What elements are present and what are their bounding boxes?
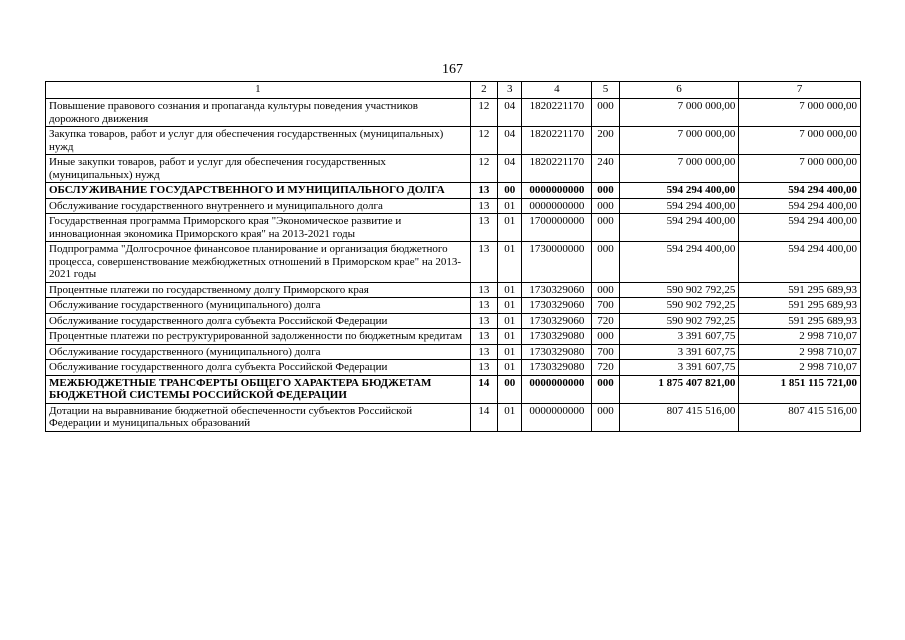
row-target-code: 0000000000 bbox=[522, 198, 592, 214]
row-name: Повышение правового сознания и пропаганда культуры поведения участников дорожного движения bbox=[46, 99, 471, 127]
row-section-code: 13 bbox=[470, 198, 497, 214]
row-target-code: 0000000000 bbox=[522, 403, 592, 431]
row-subsection-code: 04 bbox=[498, 127, 522, 155]
row-amount-year-1: 594 294 400,00 bbox=[619, 242, 739, 283]
row-target-code: 1730329080 bbox=[522, 360, 592, 376]
table-row bbox=[46, 313, 861, 329]
row-name: Обслуживание государственного долга субъекта Российской Федерации bbox=[46, 360, 471, 376]
row-name: Подпрограмма "Долгосрочное финансовое планирование и организация бюджетного процесса, совершенствование межбюджетных отношений в Приморском крае" на 2013-2021 годы bbox=[46, 242, 471, 283]
row-target-code: 0000000000 bbox=[522, 375, 592, 403]
row-amount-year-2: 2 998 710,07 bbox=[739, 329, 861, 345]
row-amount-year-1: 3 391 607,75 bbox=[619, 329, 739, 345]
row-expense-type-code: 700 bbox=[592, 344, 619, 360]
row-name: Обслуживание государственного (муниципального) долга bbox=[46, 344, 471, 360]
row-name: Иные закупки товаров, работ и услуг для обеспечения государственных (муниципальных) нужд bbox=[46, 155, 471, 183]
row-target-code: 1820221170 bbox=[522, 99, 592, 127]
row-section-code: 13 bbox=[470, 329, 497, 345]
row-name: Обслуживание государственного долга субъекта Российской Федерации bbox=[46, 313, 471, 329]
budget-table bbox=[45, 81, 861, 432]
row-name: Процентные платежи по реструктурированной задолженности по бюджетным кредитам bbox=[46, 329, 471, 345]
row-amount-year-2: 1 851 115 721,00 bbox=[739, 375, 861, 403]
row-amount-year-1: 7 000 000,00 bbox=[619, 99, 739, 127]
row-section-code: 12 bbox=[470, 127, 497, 155]
row-expense-type-code: 720 bbox=[592, 360, 619, 376]
row-section-code: 12 bbox=[470, 99, 497, 127]
row-amount-year-1: 3 391 607,75 bbox=[619, 344, 739, 360]
row-amount-year-2: 594 294 400,00 bbox=[739, 198, 861, 214]
row-expense-type-code: 000 bbox=[592, 375, 619, 403]
row-expense-type-code: 000 bbox=[592, 282, 619, 298]
row-subsection-code: 01 bbox=[498, 298, 522, 314]
row-subsection-code: 01 bbox=[498, 360, 522, 376]
row-name: Дотации на выравнивание бюджетной обеспеченности субъектов Российской Федерации и муниципальных образований bbox=[46, 403, 471, 431]
row-amount-year-1: 7 000 000,00 bbox=[619, 127, 739, 155]
row-target-code: 1730329060 bbox=[522, 298, 592, 314]
row-expense-type-code: 240 bbox=[592, 155, 619, 183]
row-target-code: 1820221170 bbox=[522, 127, 592, 155]
row-amount-year-2: 591 295 689,93 bbox=[739, 298, 861, 314]
row-section-code: 13 bbox=[470, 360, 497, 376]
row-name: МЕЖБЮДЖЕТНЫЕ ТРАНСФЕРТЫ ОБЩЕГО ХАРАКТЕРА БЮДЖЕТАМ БЮДЖЕТНОЙ СИСТЕМЫ РОССИЙСКОЙ ФЕДЕРАЦИИ bbox=[46, 375, 471, 403]
row-amount-year-1: 7 000 000,00 bbox=[619, 155, 739, 183]
column-header: 4 bbox=[522, 82, 592, 99]
row-section-code: 13 bbox=[470, 298, 497, 314]
row-name: Обслуживание государственного внутреннего и муниципального долга bbox=[46, 198, 471, 214]
row-subsection-code: 01 bbox=[498, 198, 522, 214]
row-subsection-code: 01 bbox=[498, 282, 522, 298]
table-row bbox=[46, 298, 861, 314]
row-target-code: 1730329060 bbox=[522, 313, 592, 329]
row-subsection-code: 01 bbox=[498, 329, 522, 345]
row-section-code: 13 bbox=[470, 313, 497, 329]
column-header: 5 bbox=[592, 82, 619, 99]
table-row bbox=[46, 282, 861, 298]
table-header-row bbox=[46, 82, 861, 99]
table-row bbox=[46, 344, 861, 360]
table-row bbox=[46, 403, 861, 431]
row-amount-year-2: 591 295 689,93 bbox=[739, 282, 861, 298]
page-number: 167 bbox=[442, 62, 463, 77]
table-row bbox=[46, 183, 861, 199]
row-amount-year-1: 1 875 407 821,00 bbox=[619, 375, 739, 403]
row-amount-year-2: 2 998 710,07 bbox=[739, 360, 861, 376]
row-subsection-code: 01 bbox=[498, 344, 522, 360]
row-amount-year-1: 590 902 792,25 bbox=[619, 313, 739, 329]
row-expense-type-code: 000 bbox=[592, 214, 619, 242]
row-subsection-code: 01 bbox=[498, 313, 522, 329]
column-header: 3 bbox=[498, 82, 522, 99]
row-section-code: 13 bbox=[470, 242, 497, 283]
column-header: 7 bbox=[739, 82, 861, 99]
row-target-code: 1730329080 bbox=[522, 344, 592, 360]
row-amount-year-1: 594 294 400,00 bbox=[619, 198, 739, 214]
row-section-code: 13 bbox=[470, 282, 497, 298]
row-subsection-code: 00 bbox=[498, 183, 522, 199]
row-name: ОБСЛУЖИВАНИЕ ГОСУДАРСТВЕННОГО И МУНИЦИПАЛЬНОГО ДОЛГА bbox=[46, 183, 471, 199]
row-section-code: 14 bbox=[470, 375, 497, 403]
row-subsection-code: 04 bbox=[498, 99, 522, 127]
table-row bbox=[46, 242, 861, 283]
row-expense-type-code: 000 bbox=[592, 198, 619, 214]
row-name: Обслуживание государственного (муниципального) долга bbox=[46, 298, 471, 314]
row-amount-year-1: 590 902 792,25 bbox=[619, 282, 739, 298]
row-target-code: 0000000000 bbox=[522, 183, 592, 199]
row-subsection-code: 01 bbox=[498, 214, 522, 242]
row-amount-year-2: 7 000 000,00 bbox=[739, 127, 861, 155]
row-section-code: 13 bbox=[470, 183, 497, 199]
row-expense-type-code: 720 bbox=[592, 313, 619, 329]
table-row bbox=[46, 360, 861, 376]
table-row bbox=[46, 155, 861, 183]
row-subsection-code: 01 bbox=[498, 403, 522, 431]
row-subsection-code: 04 bbox=[498, 155, 522, 183]
column-header: 2 bbox=[470, 82, 497, 99]
row-amount-year-2: 591 295 689,93 bbox=[739, 313, 861, 329]
row-amount-year-1: 594 294 400,00 bbox=[619, 214, 739, 242]
table-row bbox=[46, 198, 861, 214]
row-section-code: 14 bbox=[470, 403, 497, 431]
row-amount-year-1: 594 294 400,00 bbox=[619, 183, 739, 199]
row-expense-type-code: 000 bbox=[592, 403, 619, 431]
row-amount-year-2: 807 415 516,00 bbox=[739, 403, 861, 431]
row-expense-type-code: 000 bbox=[592, 242, 619, 283]
column-header: 1 bbox=[46, 82, 471, 99]
row-name: Закупка товаров, работ и услуг для обеспечения государственных (муниципальных) нужд bbox=[46, 127, 471, 155]
row-amount-year-2: 7 000 000,00 bbox=[739, 155, 861, 183]
row-amount-year-2: 7 000 000,00 bbox=[739, 99, 861, 127]
row-section-code: 13 bbox=[470, 214, 497, 242]
row-amount-year-2: 594 294 400,00 bbox=[739, 214, 861, 242]
row-section-code: 12 bbox=[470, 155, 497, 183]
row-amount-year-1: 590 902 792,25 bbox=[619, 298, 739, 314]
table-row bbox=[46, 329, 861, 345]
row-name: Государственная программа Приморского края "Экономическое развитие и инновационная экономика Приморского края" на 2013-2021 годы bbox=[46, 214, 471, 242]
row-expense-type-code: 000 bbox=[592, 99, 619, 127]
row-expense-type-code: 000 bbox=[592, 329, 619, 345]
row-section-code: 13 bbox=[470, 344, 497, 360]
row-target-code: 1730329080 bbox=[522, 329, 592, 345]
table-row bbox=[46, 375, 861, 403]
row-expense-type-code: 200 bbox=[592, 127, 619, 155]
row-target-code: 1730000000 bbox=[522, 242, 592, 283]
row-subsection-code: 01 bbox=[498, 242, 522, 283]
table-row bbox=[46, 99, 861, 127]
row-amount-year-1: 807 415 516,00 bbox=[619, 403, 739, 431]
row-amount-year-2: 594 294 400,00 bbox=[739, 242, 861, 283]
row-target-code: 1820221170 bbox=[522, 155, 592, 183]
row-amount-year-2: 2 998 710,07 bbox=[739, 344, 861, 360]
table-row bbox=[46, 214, 861, 242]
row-target-code: 1730329060 bbox=[522, 282, 592, 298]
row-amount-year-1: 3 391 607,75 bbox=[619, 360, 739, 376]
row-target-code: 1700000000 bbox=[522, 214, 592, 242]
row-subsection-code: 00 bbox=[498, 375, 522, 403]
row-name: Процентные платежи по государственному долгу Приморского края bbox=[46, 282, 471, 298]
table-row bbox=[46, 127, 861, 155]
column-header: 6 bbox=[619, 82, 739, 99]
row-expense-type-code: 700 bbox=[592, 298, 619, 314]
row-expense-type-code: 000 bbox=[592, 183, 619, 199]
row-amount-year-2: 594 294 400,00 bbox=[739, 183, 861, 199]
